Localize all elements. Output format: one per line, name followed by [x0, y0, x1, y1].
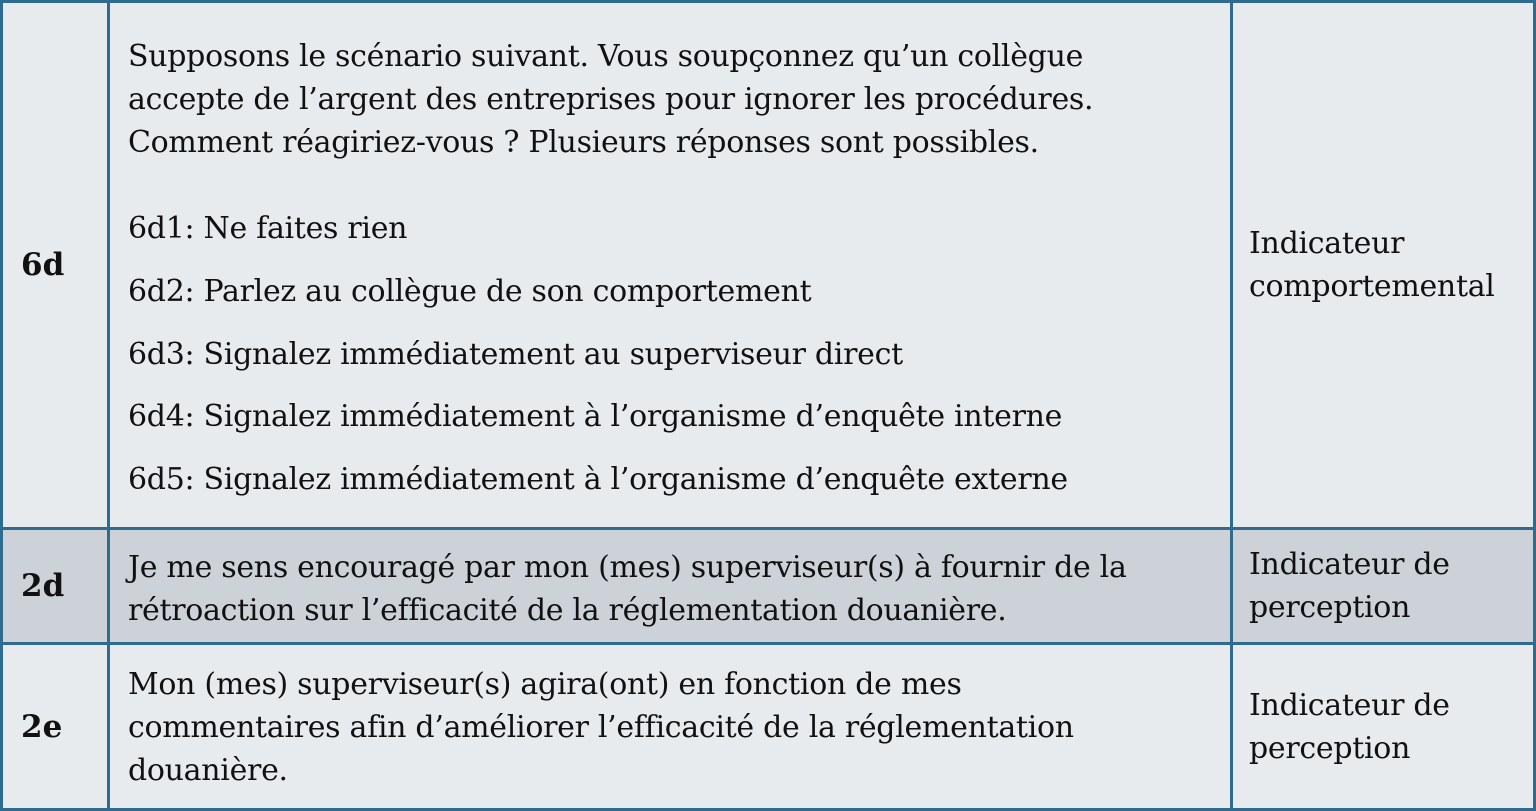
row-code: 2e — [21, 708, 63, 745]
question-line: accepte de l’argent des entreprises pour ignorer les procédures. — [128, 82, 1094, 117]
question-cell — [110, 3, 1233, 527]
code-cell — [3, 645, 110, 808]
indicator-line: Indicateur de — [1249, 687, 1450, 723]
question-line: Supposons le scénario suivant. Vous soupçonnez qu’un collègue — [128, 39, 1084, 74]
indicator-label — [1249, 684, 1450, 770]
indicator-cell — [1233, 530, 1533, 642]
option-6d4: 6d4: Signalez immédiatement à l’organisme d’enquête interne — [128, 399, 1063, 434]
question-cell — [110, 530, 1233, 642]
question-line: Mon (mes) superviseur(s) agira(ont) en fonction de mes — [128, 667, 962, 702]
indicator-cell — [1233, 3, 1533, 527]
question-line: commentaires afin d’améliorer l’efficacité de la réglementation — [128, 710, 1074, 745]
table-row-2d — [3, 527, 1533, 642]
row-code: 6d — [21, 247, 65, 283]
row-code: 2d — [21, 568, 65, 604]
question-text — [128, 663, 1074, 792]
indicator-label — [1249, 222, 1495, 308]
question-text — [128, 546, 1127, 632]
table-row-2e — [3, 642, 1533, 808]
question-line: douanière. — [128, 753, 288, 788]
table-row-6d — [3, 3, 1533, 527]
indicator-line: comportemental — [1249, 269, 1495, 304]
indicator-line: perception — [1249, 730, 1411, 766]
indicator-label — [1249, 543, 1450, 629]
option-6d3: 6d3: Signalez immédiatement au superviseur direct — [128, 337, 903, 372]
indicator-cell — [1233, 645, 1533, 808]
option-6d5: 6d5: Signalez immédiatement à l’organisme d’enquête externe — [128, 462, 1068, 497]
indicator-line: perception — [1249, 590, 1411, 625]
indicator-line: Indicateur de — [1249, 547, 1450, 582]
question-line: rétroaction sur l’efficacité de la réglementation douanière. — [128, 593, 1007, 628]
indicator-line: Indicateur — [1249, 226, 1405, 261]
code-cell — [3, 3, 110, 527]
question-text — [128, 35, 1093, 164]
option-6d2: 6d2: Parlez au collègue de son comportement — [128, 274, 812, 309]
code-cell — [3, 530, 110, 642]
option-6d1: 6d1: Ne faites rien — [128, 211, 408, 246]
question-cell — [110, 645, 1233, 808]
question-line: Je me sens encouragé par mon (mes) superviseur(s) à fournir de la — [128, 550, 1127, 585]
question-line: Comment réagiriez-vous ? Plusieurs réponses sont possibles. — [128, 125, 1039, 160]
